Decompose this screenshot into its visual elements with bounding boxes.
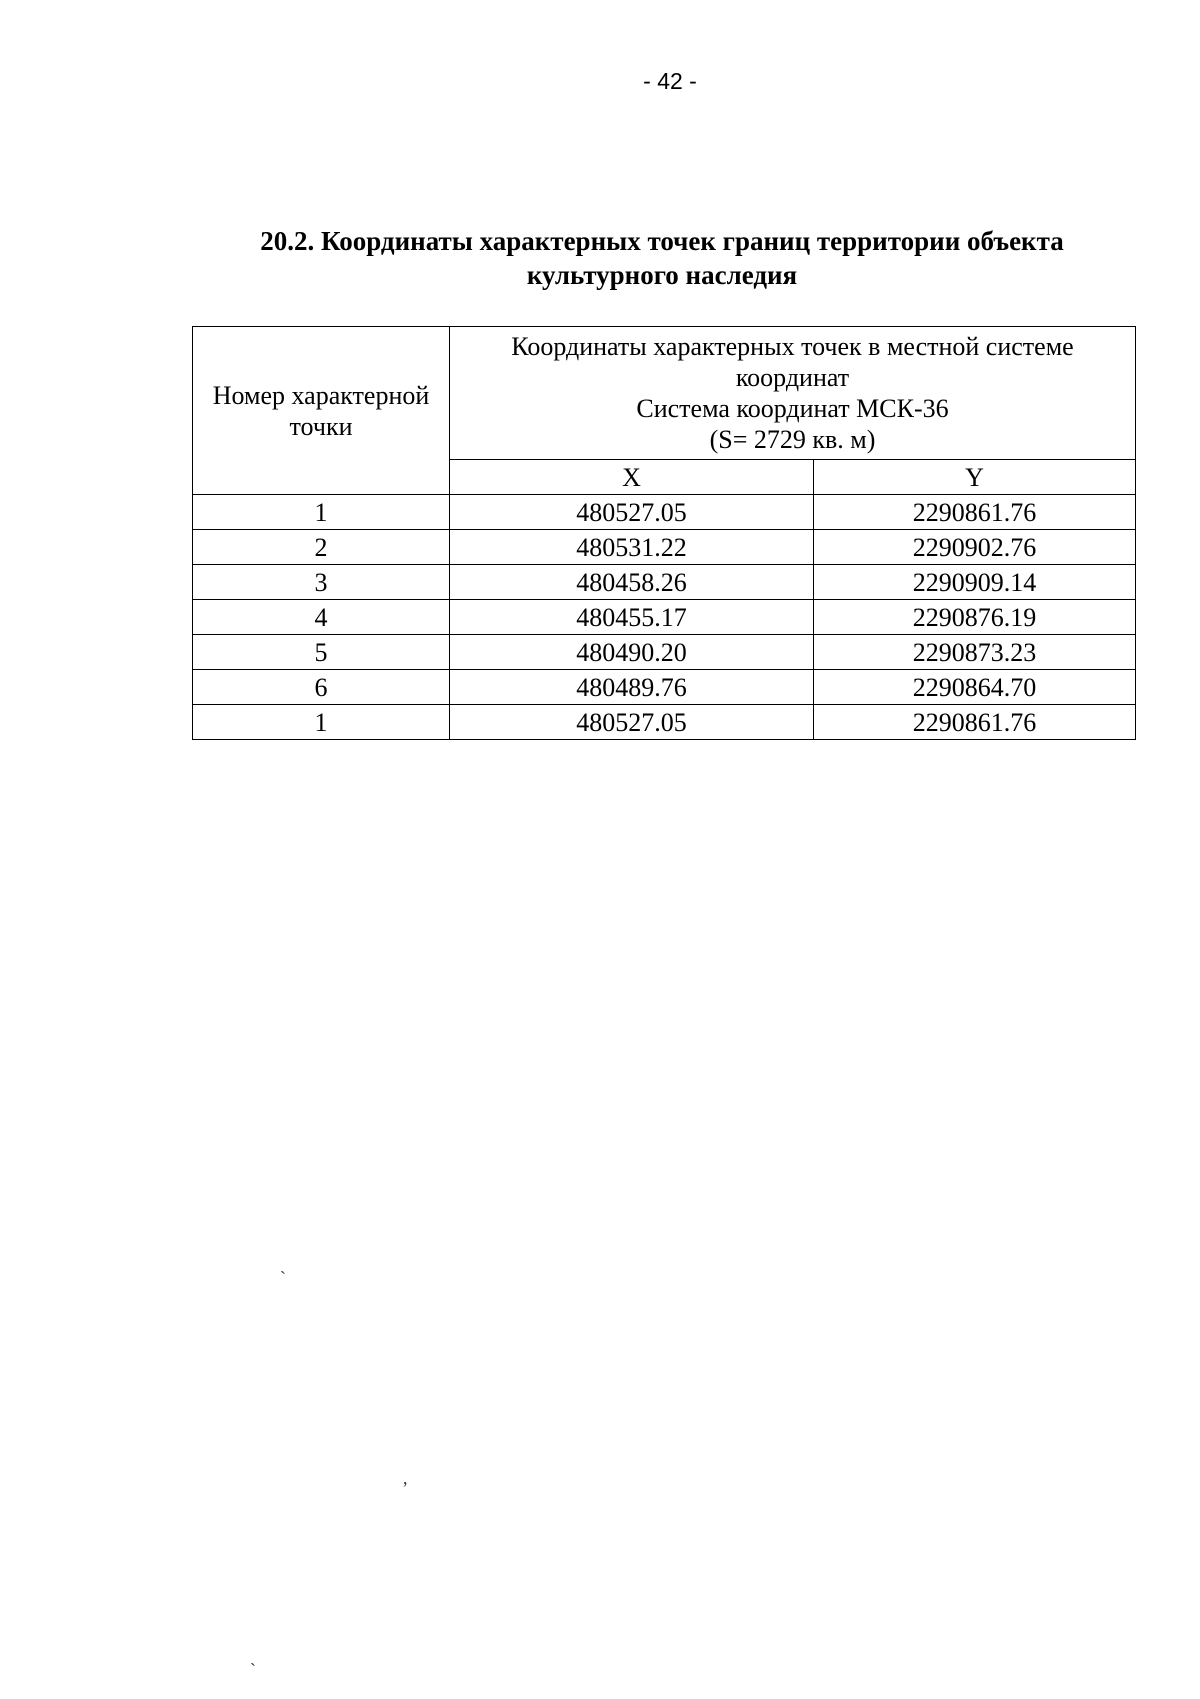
section-title-line1: 20.2. Координаты характерных точек границ территории объекта [260,226,1064,256]
table-row [193,705,1136,740]
header-coordinates-line1: Координаты характерных точек в местной системе [511,332,1074,361]
cell-x: 480489.76 [450,670,814,705]
table-row [193,635,1136,670]
table-header-row [193,327,1136,460]
cell-y: 2290861.76 [814,705,1136,740]
table-row [193,600,1136,635]
scan-speck: ` [280,1268,286,1288]
header-x: X [450,460,814,495]
cell-x: 480490.20 [450,635,814,670]
header-coordinates [450,327,1136,460]
cell-point: 3 [193,565,450,600]
page-number: - 42 - [643,68,697,94]
table-row [193,495,1136,530]
section-title [192,224,1132,292]
header-coordinate-system: Система координат МСК-36 [636,394,949,423]
header-coordinates-line2: координат [735,363,850,392]
cell-point: 1 [193,705,450,740]
header-y: Y [814,460,1136,495]
cell-point: 1 [193,495,450,530]
cell-y: 2290864.70 [814,670,1136,705]
table-row [193,565,1136,600]
cell-y: 2290873.23 [814,635,1136,670]
section-title-line2: культурного наследия [526,260,798,290]
table-row [193,530,1136,565]
cell-y: 2290861.76 [814,495,1136,530]
cell-point: 5 [193,635,450,670]
cell-y: 2290876.19 [814,600,1136,635]
table-row [193,670,1136,705]
cell-y: 2290902.76 [814,530,1136,565]
cell-x: 480527.05 [450,495,814,530]
header-area: (S= 2729 кв. м) [709,425,876,454]
scan-speck: ` [250,1660,256,1680]
cell-x: 480458.26 [450,565,814,600]
header-point-number: Номер характерной точки [193,327,450,495]
cell-point: 4 [193,600,450,635]
scan-speck: , [403,1468,408,1488]
cell-point: 2 [193,530,450,565]
cell-x: 480527.05 [450,705,814,740]
coordinates-table [192,326,1136,740]
cell-y: 2290909.14 [814,565,1136,600]
cell-x: 480531.22 [450,530,814,565]
cell-x: 480455.17 [450,600,814,635]
cell-point: 6 [193,670,450,705]
